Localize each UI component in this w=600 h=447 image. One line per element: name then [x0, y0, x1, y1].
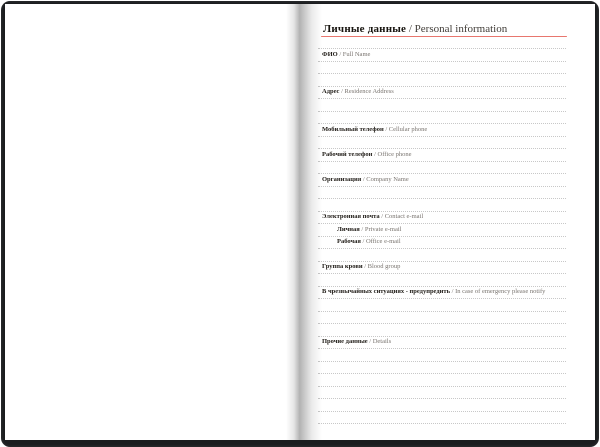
open-pages [5, 4, 595, 440]
field-label-english: / Company Name [361, 175, 409, 183]
right-page [310, 4, 595, 440]
ruled-line [318, 423, 566, 424]
ruled-line [318, 336, 566, 337]
field-label-english: / Office e-mail [360, 238, 401, 246]
field-label-russian: Мобильный телефон [322, 125, 384, 133]
field-label [322, 288, 545, 295]
field-label [322, 126, 427, 133]
ruled-line [318, 361, 566, 362]
title-separator: / [408, 23, 412, 35]
ruled-line [318, 411, 566, 412]
ruled-line [318, 198, 566, 199]
ruled-line [318, 311, 566, 312]
page-title [323, 23, 507, 36]
field-label-english: / Residence Address [339, 88, 394, 96]
field-label-english: / Office phone [372, 150, 412, 158]
field-label [322, 213, 423, 220]
ruled-line [318, 348, 566, 349]
ruled-line [318, 136, 566, 137]
ruled-line [318, 236, 566, 237]
field-label-english: / Cellular phone [383, 125, 428, 133]
field-label [337, 238, 401, 245]
ruled-line [318, 73, 566, 74]
title-russian: Личные данные [323, 23, 407, 35]
ruled-line [318, 123, 566, 124]
ruled-line [318, 261, 566, 262]
title-underline [321, 36, 567, 38]
notebook-cover [1, 1, 599, 447]
left-page [5, 4, 296, 440]
field-label-russian: Электронная почта [322, 213, 380, 221]
field-label-english: / Details [367, 338, 392, 346]
ruled-line [318, 248, 566, 249]
field-label-russian: В чрезвычайных ситуациях - предупредить [322, 288, 451, 296]
field-label-english: / Blood group [362, 263, 401, 271]
ruled-line [318, 111, 566, 112]
ruled-line [318, 273, 566, 274]
field-label [322, 51, 370, 58]
field-label-russian: Группа крови [322, 263, 363, 271]
field-label [322, 338, 391, 345]
ruled-line [318, 98, 566, 99]
ruled-line [318, 298, 566, 299]
field-label-russian: Личная [337, 225, 360, 233]
field-label [322, 263, 400, 270]
ruled-line [318, 161, 566, 162]
field-label [337, 226, 401, 233]
ruled-line [318, 211, 566, 212]
ruled-line [318, 223, 566, 224]
field-label-russian: ФИО [322, 50, 338, 58]
field-label-russian: Организация [322, 175, 362, 183]
ruled-line [318, 323, 566, 324]
field-label-english: / Private e-mail [359, 225, 402, 233]
ruled-line [318, 186, 566, 187]
field-label-english: / In case of emergency please notify [450, 288, 546, 296]
ruled-line [318, 373, 566, 374]
field-label-russian: Прочие данные [322, 338, 368, 346]
ruled-line [318, 173, 566, 174]
ruled-line [318, 61, 566, 62]
field-label [322, 176, 409, 183]
ruled-line [318, 286, 566, 287]
field-label [322, 88, 394, 95]
field-label-english: / Full Name [337, 50, 371, 58]
field-label-english: / Contact e-mail [379, 213, 424, 221]
ruled-line [318, 398, 566, 399]
field-label-russian: Рабочая [337, 238, 361, 246]
ruled-line [318, 386, 566, 387]
ruled-line [318, 48, 566, 49]
ruled-line [318, 86, 566, 87]
field-label [322, 151, 412, 158]
title-english: Personal information [414, 23, 508, 35]
ruled-line [318, 148, 566, 149]
field-label-russian: Рабочий телефон [322, 150, 373, 158]
field-label-russian: Адрес [322, 88, 340, 96]
